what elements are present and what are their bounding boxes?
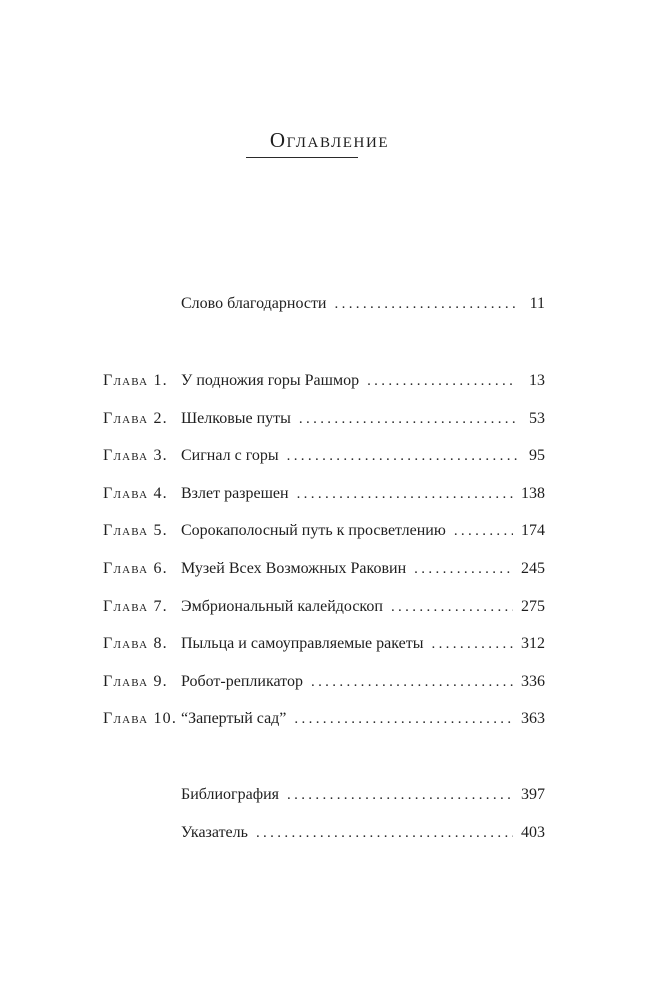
entry-title: Сорокаполосный путь к просветлению [181, 522, 446, 539]
entry-title: Указатель [181, 824, 248, 841]
page-number: 312 [521, 635, 545, 652]
page-number: 403 [521, 824, 545, 841]
dot-leader [414, 558, 513, 580]
toc-entry-chapter-6[interactable] [0, 558, 659, 580]
toc-entry-index[interactable] [0, 822, 659, 844]
page-number: 336 [521, 673, 545, 690]
entry-title: Слово благодарности [181, 295, 327, 312]
dot-leader [335, 293, 518, 315]
page-title: Оглавление [269, 128, 390, 152]
dot-leader [294, 708, 513, 730]
toc-entry-chapter-10[interactable] [0, 708, 659, 730]
page-number: 95 [529, 447, 545, 464]
chapter-label: Глава 2. [103, 410, 168, 427]
page-number: 53 [529, 410, 545, 427]
page-number: 138 [521, 485, 545, 502]
dot-leader [287, 445, 517, 467]
chapter-label: Глава 10. [103, 710, 178, 727]
chapter-label: Глава 3. [103, 447, 168, 464]
page-number: 174 [521, 522, 545, 539]
page-number: 275 [521, 598, 545, 615]
entry-title: У подножия горы Рашмор [181, 372, 360, 389]
page-number: 11 [529, 295, 545, 312]
chapter-label: Глава 4. [103, 485, 168, 502]
chapter-label: Глава 9. [103, 673, 168, 690]
entry-title: Робот-репликатор [181, 673, 303, 690]
toc-entry-chapter-3[interactable] [0, 445, 659, 467]
entry-title: “Запертый сад” [181, 710, 287, 727]
chapter-label: Глава 1. [103, 372, 168, 389]
entry-title: Эмбриональный калейдоскоп [181, 598, 383, 615]
toc-entry-chapter-4[interactable] [0, 483, 659, 505]
entry-title: Музей Всех Возможных Раковин [181, 560, 407, 577]
dot-leader [297, 483, 513, 505]
chapter-label: Глава 8. [103, 635, 168, 652]
page-number: 397 [521, 786, 545, 803]
dot-leader [431, 633, 513, 655]
toc-entry-chapter-8[interactable] [0, 633, 659, 655]
entry-title: Взлет разрешен [181, 485, 289, 502]
dot-leader [299, 408, 517, 430]
dot-leader [454, 520, 513, 542]
entry-title: Библиография [181, 786, 279, 803]
dot-leader [367, 370, 517, 392]
entry-title: Сигнал с горы [181, 447, 279, 464]
title-rule [246, 157, 358, 158]
toc-entry-chapter-7[interactable] [0, 596, 659, 618]
toc-entry-chapter-9[interactable] [0, 671, 659, 693]
dot-leader [391, 596, 513, 618]
toc-entry-bibliography[interactable] [0, 784, 659, 806]
toc-entry-chapter-5[interactable] [0, 520, 659, 542]
page-number: 245 [521, 560, 545, 577]
entry-title: Шелковые путы [181, 410, 291, 427]
page-number: 363 [521, 710, 545, 727]
dot-leader [256, 822, 513, 844]
toc-entry-chapter-2[interactable] [0, 408, 659, 430]
chapter-label: Глава 5. [103, 522, 168, 539]
toc-entry-acknowledgements[interactable] [0, 293, 659, 315]
dot-leader [287, 784, 513, 806]
toc-entry-chapter-1[interactable] [0, 370, 659, 392]
chapter-label: Глава 6. [103, 560, 168, 577]
page-number: 13 [529, 372, 545, 389]
entry-title: Пыльца и самоуправляемые ракеты [181, 635, 424, 652]
dot-leader [311, 671, 513, 693]
chapter-label: Глава 7. [103, 598, 168, 615]
